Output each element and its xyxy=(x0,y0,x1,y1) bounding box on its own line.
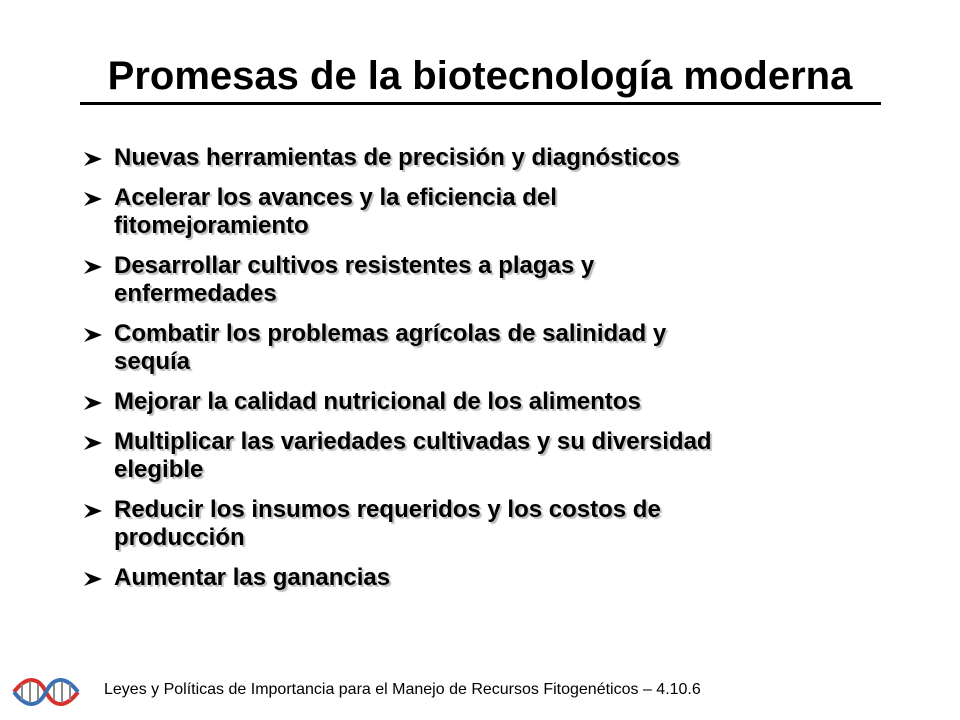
bullet-item xyxy=(80,388,880,416)
bullet-text: Desarrollar cultivos resistentes a plagas y xyxy=(114,252,595,279)
bullet-text: Combatir los problemas agrícolas de salinidad y xyxy=(114,320,667,347)
bullet-text: Aumentar las ganancias xyxy=(114,564,391,591)
bullet-text-continued: enfermedades xyxy=(114,280,277,307)
bullet-text: Acelerar los avances y la eficiencia del xyxy=(114,184,557,211)
slide-title: Promesas de la biotecnología moderna xyxy=(107,54,853,98)
arrow-bullet-icon xyxy=(84,152,102,166)
bullet-text-continued: elegible xyxy=(114,456,204,483)
arrow-bullet-icon xyxy=(84,192,102,206)
arrow-bullet-icon xyxy=(84,436,102,450)
arrow-bullet-icon xyxy=(84,396,102,410)
footer-text: Leyes y Políticas de Importancia para el Manejo de Recursos Fitogenéticos – 4.10.6 xyxy=(104,681,701,698)
bullet-text-continued: sequía xyxy=(114,348,191,375)
arrow-bullet-icon xyxy=(84,328,102,342)
bullet-item xyxy=(80,564,880,592)
arrow-bullet-icon xyxy=(84,504,102,518)
bullet-text: Multiplicar las variedades cultivadas y su diversidad xyxy=(114,428,712,455)
dna-helix-icon xyxy=(10,672,82,712)
bullet-item xyxy=(80,320,880,376)
bullet-item xyxy=(80,496,880,552)
bullet-text: Nuevas herramientas de precisión y diagnósticos xyxy=(114,144,680,171)
bullet-text-continued: fitomejoramiento xyxy=(114,212,309,239)
title-underline xyxy=(80,102,881,105)
bullet-text: Mejorar la calidad nutricional de los alimentos xyxy=(114,388,641,415)
bullet-text-continued: producción xyxy=(114,524,245,551)
bullet-list xyxy=(80,144,880,604)
bullet-item xyxy=(80,428,880,484)
arrow-bullet-icon xyxy=(84,260,102,274)
bullet-item xyxy=(80,252,880,308)
slide-footer xyxy=(0,672,960,712)
bullet-item xyxy=(80,184,880,240)
arrow-bullet-icon xyxy=(84,572,102,586)
bullet-item xyxy=(80,144,880,172)
bullet-text: Reducir los insumos requeridos y los costos de xyxy=(114,496,661,523)
